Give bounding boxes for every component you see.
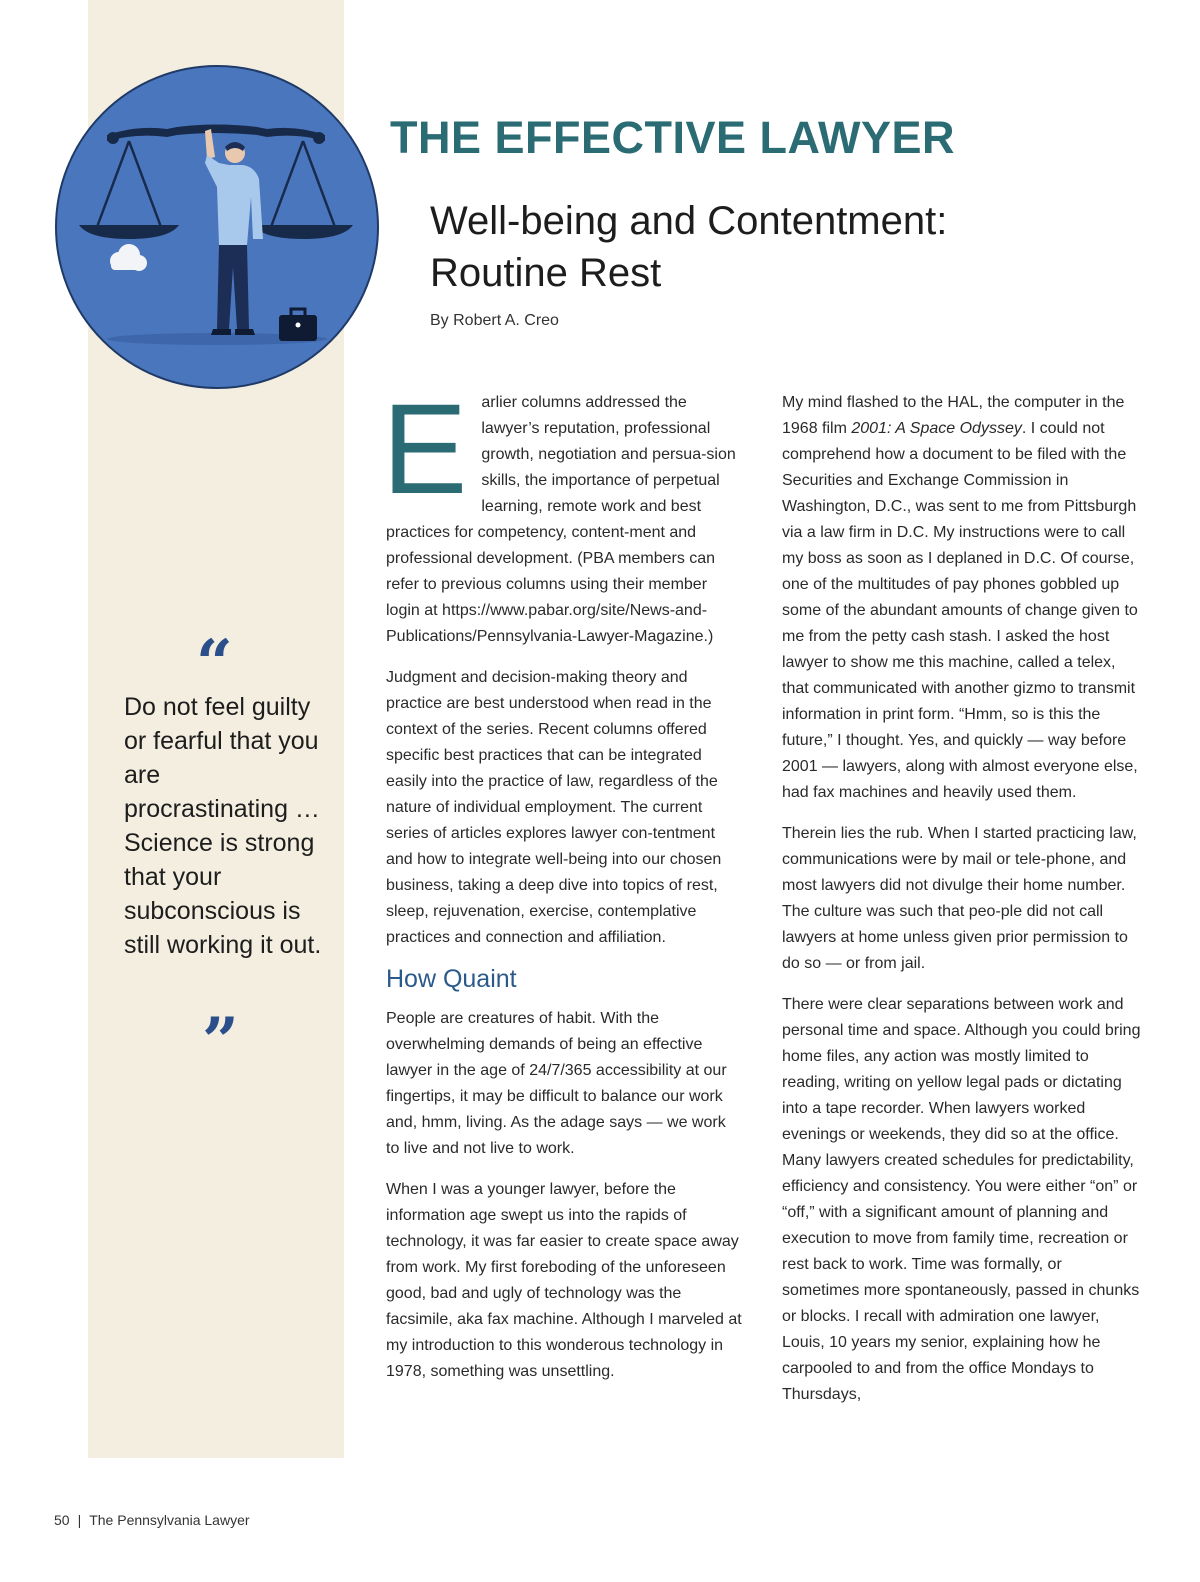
pull-quote: Do not feel guilty or fearful that you are procrastinating … Science is strong that your subconscious is still working it out. (124, 693, 322, 959)
scales-icon (79, 141, 353, 239)
scales-of-justice-illustration (57, 67, 377, 387)
headline-line-1: Well-being and Contentment: (430, 199, 948, 243)
cloud-icon (110, 244, 147, 271)
briefcase-icon (279, 309, 317, 341)
article-headline (430, 195, 1130, 299)
page-number: 50 (54, 1512, 70, 1528)
paragraph: When I was a younger lawyer, before the information age swept us into the rapids of technology, it was far easier to create space away from work. My first foreboding of the unforeseen good, bad and ugly of technology was the facsimile, aka fax machine. Although I marveled at my introduction to this wonderous technology in 1978, something was unsettling. (386, 1181, 742, 1380)
paragraph: People are creatures of habit. With the overwhelming demands of being an effective lawyer in the age of 24/7/365 accessibility at our fingertips, it may be difficult to balance our work and, hmm, living. As the adage says — we work to live and not live to work. (386, 1010, 727, 1157)
header-illustration (55, 65, 379, 389)
open-quote-icon: “ (196, 626, 233, 701)
publication-name: The Pennsylvania Lawyer (89, 1512, 250, 1528)
footer-separator: | (77, 1512, 82, 1528)
article-column-1 (382, 378, 742, 1400)
paragraph-text: My mind flashed to the HAL, the computer in the 1968 film (782, 394, 1125, 437)
film-title: 2001: A Space Odyssey (851, 420, 1022, 437)
paragraph: Therein lies the rub. When I started practicing law, communications were by mail or tele-phone, and most lawyers did not divulge their home number. The culture was such that peo-ple did not call lawyers at home unless given prior permission to do so — or from jail. (782, 825, 1137, 972)
section-title: THE EFFECTIVE LAWYER (390, 112, 956, 163)
subheading: How Quaint (386, 965, 517, 993)
paragraph-intro-text: arlier columns addressed the lawyer’s reputation, professional growth, negotiation and persua-sion skills, the importance of perpetual learning, remote work and best practices for competency, content-ment and professional development. (PBA members can refer to previous columns using their member login at https://www.pabar.org/site/News-and-Publications/Pennsylvania-Lawyer-Magazine.) (386, 394, 736, 645)
close-quote-icon: ” (202, 1004, 239, 1079)
byline: By Robert A. Creo (430, 312, 559, 329)
paragraph-intro (382, 378, 742, 650)
drop-cap: E (382, 378, 468, 521)
headline-line-2: Routine Rest (430, 251, 662, 295)
paragraph: There were clear separations between work and personal time and space. Although you could bring home files, any action was mostly limited to reading, writing on yellow legal pads or dictating into a tape recorder. When lawyers worked evenings or weekends, they did so at the office. Many lawyers created schedules for predictability, efficiency and consistency. You were either “on” or “off,” with a significant amount of planning and execution to move from family time, recreation or rest back to work. Time was formally, or sometimes more spontaneously, passed in chunks or blocks. I recall with admiration one lawyer, Louis, 10 years my senior, explaining how he carpooled to and from the office Mondays to Thursdays, (782, 996, 1141, 1403)
paragraph: Judgment and decision-making theory and practice are best understood when read in the context of the series. Recent columns offered specific best practices that can be integrated easily into the practice of law, regardless of the nature of individual employment. The current series of articles explores lawyer con-tentment and how to integrate well-being into our chosen business, taking a deep dive into topics of rest, sleep, rejuvenation, exercise, contemplative practices and connection and affiliation. (386, 669, 722, 946)
paragraph (782, 390, 1142, 806)
paragraph-text: . I could not comprehend how a document to be filed with the Securities and Exchange Commission in Washington, D.C., was sent to me from Pittsburgh via a law firm in D.C. My instructions were to call my boss as soon as I deplaned in D.C. Of course, one of the multitudes of pay phones gobbled up some of the abundant amounts of change given to me from the petty cash stash. I asked the host lawyer to show me this machine, called a telex, that communicated with another gizmo to transmit information in print form. “Hmm, so is this the future,” I thought. Yes, and quickly — way before 2001 — lawyers, along with almost everyone else, had fax machines and heavily used them. (782, 420, 1138, 801)
page-footer (54, 1512, 250, 1528)
article-column-2 (782, 390, 1142, 1423)
